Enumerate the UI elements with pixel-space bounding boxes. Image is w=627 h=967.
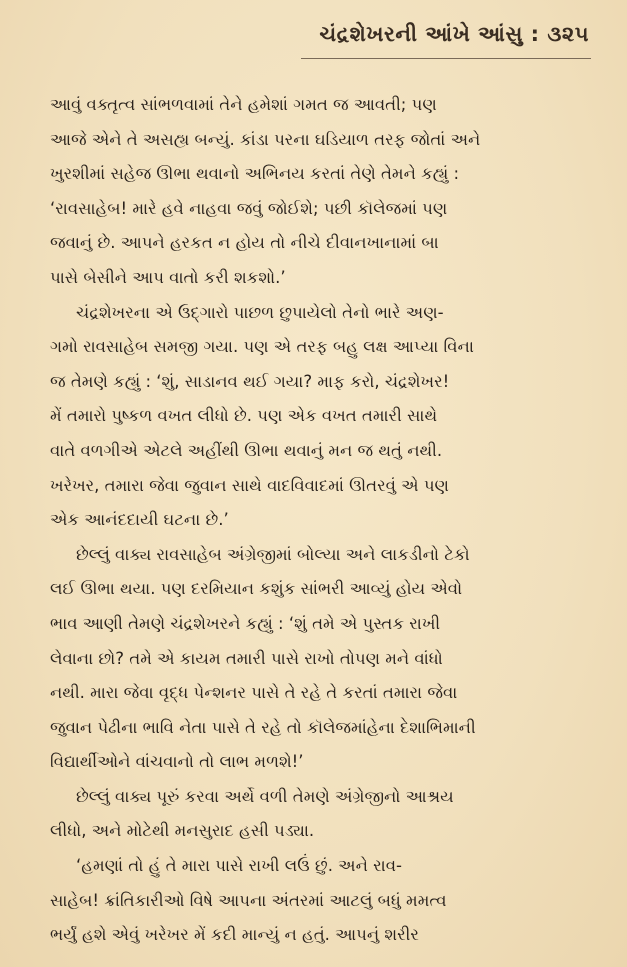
text-line: આવું વક્તૃત્વ સાંભળવામાં તેને હમેશાં ગમત જ આવતી; પણ (50, 95, 437, 114)
running-header: ચંદ્રશેખરની આંખે આંસુ : ૩૨૫ (319, 22, 589, 46)
paragraph-2 (50, 296, 590, 538)
text-line: છેલ્લું વાક્ય રાવસાહેબ અંગ્રેજીમાં બોલ્યા અને લાકડીનો ટેકો (76, 544, 470, 564)
text-line: ખુરશીમાં સહેજ ઊભા થવાનો અભિનય કરતાં તેણે તેમને કહ્યું : (50, 164, 460, 184)
text-line: લીધો, અને મોટેથી મનસુરાદ હસી પડ્યા. (50, 821, 315, 841)
text-line: ગમો રાવસાહેબ સમજી ગયા. પણ એ તરફ બહુ લક્ષ આપ્યા વિના (50, 337, 474, 357)
text-line: મેં તમારો પુષ્કળ વખત લીધો છે. પણ એક વખત તમારી સાથે (50, 406, 438, 426)
body-text (50, 88, 590, 953)
text-line: ‘હમણાં તો હું તે મારા પાસે રાખી લઉં છું. અને રાવ- (76, 856, 402, 876)
text-line: ભાવ આણી તેમણે ચંદ્રશેખરને કહ્યું : ‘શું તમે એ પુસ્તક રાખી (50, 613, 441, 633)
text-line: એક આનંદદાયી ઘટના છે.’ (50, 510, 229, 530)
text-line: વિદ્યાર્થીઓને વાંચવાનો તો લાભ મળશે!’ (50, 752, 304, 772)
text-line: ચંદ્રશેખરના એ ઉદ્ગારો પાછળ છુપાયેલો તેનો ભારે અણ- (76, 302, 444, 322)
text-line: લઈ ઊભા થયા. પણ દરમિયાન કશુંક સાંભરી આવ્યું હોય એવો (50, 579, 463, 599)
text-line: ભર્યું હશે એવું ખરેખર મેં કદી માન્યું ન હતું. આપનું શરીર (50, 925, 419, 945)
text-line: લેવાના છો? તમે એ કાયમ તમારી પાસે રાખો તોપણ મને વાંધો (50, 648, 443, 668)
text-line: પાસે બેસીને આપ વાતો કરી શકશો.’ (50, 267, 286, 287)
text-line: નથી. મારા જેવા વૃદ્ધ પેન્શનર પાસે તે રહે તે કરતાં તમારા જેવા (50, 683, 458, 703)
header-underline (301, 58, 591, 59)
text-line: છેલ્લું વાક્ય પૂરું કરવા અર્થે વળી તેમણે અંગ્રેજીનો આશ્રય (76, 786, 454, 806)
paragraph-3 (50, 538, 590, 780)
paragraph-5 (50, 849, 590, 953)
text-line: જુવાન પેઢીના ભાવિ નેતા પાસે તે રહે તો કૉલેજમાંહેના દેશાભિમાની (50, 717, 476, 737)
paragraph-1 (50, 88, 590, 296)
text-line: વાતે વળગીએ એટલે અહીંથી ઊભા થવાનું મન જ થતું નથી. (50, 440, 443, 460)
text-line: ‘રાવસાહેબ! મારે હવે નાહવા જવું જોઈશે; પછી કૉલેજમાં પણ (50, 198, 448, 218)
text-line: જવાનું છે. આપને હરકત ન હોય તો નીચે દીવાનખાનામાં બા (50, 233, 439, 253)
text-line: જ તેમણે કહ્યું : ‘શું, સાડાનવ થઈ ગયા? માફ કરો, ચંદ્રશેખર! (50, 371, 450, 391)
text-line: ખરેખર, તમારા જેવા જુવાન સાથે વાદવિવાદમાં ઊતરવું એ પણ (50, 475, 449, 495)
paragraph-4 (50, 780, 590, 849)
text-line: સાહેબ! ક્રાંતિકારીઓ વિષે આપના અંતરમાં આટલું બધું મમત્વ (50, 890, 447, 910)
text-line: આજે એને તે અસહ્ય બન્યું. કાંડા પરના ઘડિયાળ તરફ જોતાં અને (50, 129, 481, 149)
